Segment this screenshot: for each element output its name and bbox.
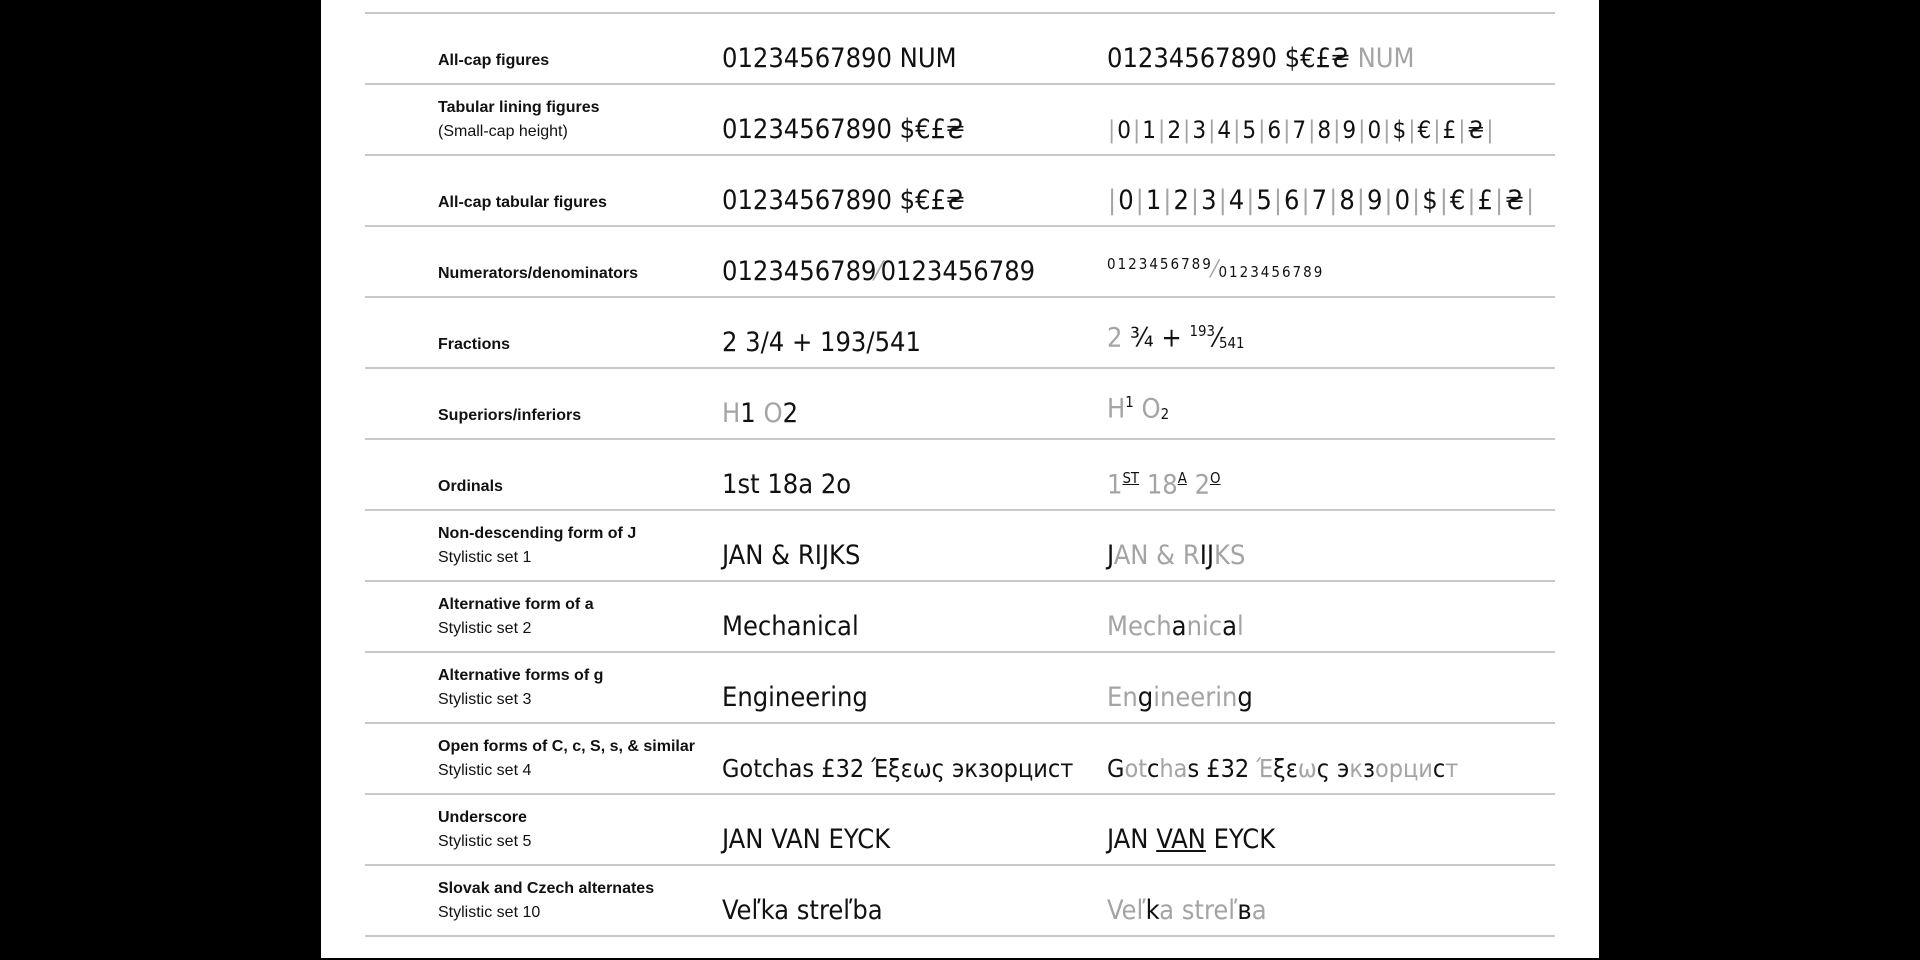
tabular-glyph: 6: [1284, 185, 1301, 216]
feature-text: [1107, 43, 1414, 75]
tabular-glyph: 7: [1292, 116, 1308, 144]
alternate-glyphs: g: [1237, 682, 1253, 713]
fraction-slash: ⁄: [1212, 255, 1219, 283]
default-glyphs: ha: [1159, 754, 1188, 783]
feature-name: Fractions: [438, 336, 511, 353]
tabular-glyph: €: [1417, 116, 1433, 144]
fraction-slash: ⁄: [1214, 322, 1220, 354]
sample-denominator: 0123456789: [880, 256, 1036, 287]
ordinal-number: 2: [1194, 469, 1211, 500]
sample-1: 1: [740, 398, 756, 429]
tabular-glyph: 6: [1267, 116, 1283, 144]
default-glyphs: a streľ: [1159, 895, 1238, 926]
table-row: [365, 369, 1555, 440]
sample-text: 01234567890 NUM: [722, 43, 957, 74]
sample-text: Engineering: [722, 682, 868, 713]
feature-name: All-cap figures: [438, 52, 550, 69]
tab-separator: |: [1108, 116, 1117, 144]
tab-separator: |: [1525, 185, 1536, 216]
specimen-page: [321, 0, 1599, 958]
row-label: [438, 806, 531, 854]
tabular-glyph: 3: [1201, 185, 1218, 216]
alternate-glyphs: a: [1171, 611, 1187, 642]
sample-numerator: 0123456789: [722, 256, 877, 287]
default-glyphs: En: [1107, 682, 1138, 713]
feature-name: All-cap tabular figures: [438, 194, 607, 211]
feature-name: Alternative form of a: [438, 596, 594, 613]
feature-sublabel: Stylistic set 3: [438, 691, 532, 708]
default-glyphs: Mech: [1107, 611, 1172, 642]
feature-text: [1107, 315, 1245, 359]
tab-separator: |: [1467, 185, 1477, 216]
default-glyphs: ineerin: [1153, 682, 1238, 713]
feature-o: O: [1141, 393, 1161, 425]
tab-separator: |: [1183, 116, 1192, 144]
alternate-glyphs: s £32: [1187, 754, 1257, 783]
sample-text: [722, 256, 1035, 288]
tab-separator: |: [1163, 185, 1173, 216]
feature-h: H: [1107, 393, 1126, 425]
feature-figures: 01234567890 $€£₴: [1107, 43, 1350, 74]
tab-separator: |: [1308, 116, 1317, 144]
row-label: [438, 735, 695, 783]
tab-separator: |: [1133, 116, 1142, 144]
default-glyphs: Έ: [1256, 754, 1274, 783]
default-glyphs: KS: [1214, 540, 1246, 571]
tab-separator: |: [1158, 116, 1167, 144]
alternate-glyphs: ξε: [1273, 754, 1298, 783]
tab-separator: |: [1494, 185, 1505, 216]
feature-sublabel: Stylistic set 2: [438, 620, 532, 637]
tabular-glyph: €: [1449, 185, 1467, 216]
default-glyphs: a: [1251, 895, 1267, 926]
tabular-glyph: ₴: [1467, 116, 1486, 144]
alternate-glyphs: g: [1137, 682, 1154, 713]
table-row: [365, 795, 1555, 866]
tabular-glyph: 0: [1394, 185, 1412, 216]
denominator: 541: [1219, 334, 1245, 352]
tab-separator: |: [1233, 116, 1242, 144]
row-label: [438, 475, 503, 499]
feature-sublabel: Stylistic set 1: [438, 549, 532, 566]
feature-name: Tabular lining figures: [438, 99, 600, 116]
alternate-glyphs: J: [1107, 540, 1114, 571]
default-glyphs: ot: [1124, 754, 1148, 783]
tab-separator: |: [1383, 116, 1392, 144]
tab-separator: |: [1458, 116, 1467, 144]
tabular-glyph: 8: [1339, 185, 1356, 216]
ordinal-suffix: O: [1210, 468, 1221, 487]
row-label: [438, 333, 510, 357]
feature-sublabel: (Small-cap height): [438, 123, 568, 140]
tabular-glyph: 2: [1173, 185, 1190, 216]
default-glyphs: т: [1445, 754, 1459, 783]
tabular-glyph: £: [1477, 185, 1494, 216]
opentype-features-table: [365, 12, 1555, 937]
table-row: [365, 156, 1555, 227]
feature-sublabel: Stylistic set 5: [438, 833, 532, 850]
tabular-glyph: ₴: [1505, 185, 1525, 216]
tabular-glyph: 5: [1256, 185, 1273, 216]
tabular-glyph: 1: [1142, 116, 1158, 144]
tab-separator: |: [1135, 185, 1145, 216]
tabular-glyph: 2: [1167, 116, 1183, 144]
default-glyphs: nic: [1186, 611, 1223, 642]
tabular-glyph: 8: [1317, 116, 1333, 144]
sample-text: 01234567890 $€£₴: [722, 114, 965, 145]
default-glyphs: Veľ: [1107, 895, 1146, 926]
tab-separator: |: [1333, 116, 1342, 144]
tab-separator: |: [1301, 185, 1311, 216]
sample-text: JAN VAN EYCK: [722, 824, 891, 855]
table-row: [365, 298, 1555, 369]
tabular-glyph: 5: [1242, 116, 1258, 144]
tabular-glyph: $: [1422, 185, 1439, 216]
tab-separator: |: [1433, 116, 1442, 144]
tabular-glyph: 0: [1118, 185, 1135, 216]
default-glyphs: ω: [1297, 754, 1317, 783]
whole-number: 2: [1107, 322, 1123, 354]
alternate-glyphs: IJ: [1199, 540, 1215, 571]
row-label: [438, 191, 607, 215]
tabular-glyph: 0: [1367, 116, 1383, 144]
alternate-glyphs: ς э: [1316, 754, 1350, 783]
tab-separator: |: [1273, 185, 1284, 216]
sample-text: 1st 18a 2o: [722, 469, 852, 500]
table-row: [365, 866, 1555, 937]
tab-separator: |: [1258, 116, 1267, 144]
feature-name: Slovak and Czech alternates: [438, 880, 655, 897]
table-row: [365, 85, 1555, 156]
feature-text: [1107, 462, 1221, 501]
row-label: [438, 522, 636, 570]
tab-separator: |: [1190, 185, 1201, 216]
tab-separator: |: [1246, 185, 1256, 216]
feature-name: Numerators/denominators: [438, 265, 639, 282]
feature-part: JAN: [1107, 824, 1157, 855]
tabular-glyph: 7: [1311, 185, 1329, 216]
tabular-glyph: $: [1392, 116, 1408, 144]
feature-text: [1107, 611, 1244, 643]
alternate-glyphs: в: [1237, 895, 1252, 926]
table-row: [365, 14, 1555, 85]
default-glyphs: l: [1236, 611, 1244, 642]
ordinal-suffix: A: [1177, 468, 1187, 487]
sample-h: H: [722, 398, 741, 429]
default-glyphs: орци: [1374, 754, 1433, 783]
row-label: [438, 593, 594, 641]
inferior: 2: [1160, 405, 1170, 423]
tab-separator: |: [1408, 116, 1417, 144]
ordinal-number: 18: [1146, 469, 1178, 500]
numerator: 193: [1189, 322, 1215, 341]
tabular-glyph: 3: [1192, 116, 1208, 144]
sample-text: 01234567890 $€£₴: [722, 185, 965, 216]
feature-num: NUM: [1357, 43, 1415, 74]
feature-name: Ordinals: [438, 478, 503, 495]
table-row: [365, 440, 1555, 511]
feature-part: EYCK: [1205, 824, 1276, 855]
tabular-glyph: 1: [1145, 185, 1163, 216]
table-row: [365, 511, 1555, 582]
alternate-glyphs: з: [1362, 754, 1375, 783]
tabular-glyph: 4: [1217, 116, 1233, 144]
denominator: 0123456789: [1218, 263, 1325, 281]
feature-text: [1107, 753, 1458, 785]
tabular-glyph: 9: [1342, 116, 1358, 144]
feature-text: [1107, 824, 1275, 856]
feature-name: Underscore: [438, 809, 527, 826]
tab-separator: |: [1486, 116, 1495, 144]
fraction-glyph: ¾ +: [1130, 322, 1190, 354]
feature-sublabel: Stylistic set 10: [438, 904, 541, 921]
tabular-glyph: £: [1442, 116, 1458, 144]
alternate-glyphs: G: [1107, 754, 1125, 783]
tab-separator: |: [1218, 185, 1228, 216]
feature-name: Superiors/inferiors: [438, 407, 582, 424]
row-label: [438, 262, 638, 286]
alternate-glyphs: c: [1147, 754, 1160, 783]
default-glyphs: к: [1349, 754, 1363, 783]
alternate-glyphs: a: [1222, 611, 1237, 642]
feature-name: Open forms of C, c, S, s, & similar: [438, 738, 695, 755]
tab-separator: |: [1439, 185, 1449, 216]
alternate-glyphs: k: [1145, 895, 1160, 926]
feature-text: [1107, 185, 1536, 217]
feature-text: [1107, 682, 1253, 714]
numerator: 0123456789: [1107, 255, 1213, 273]
feature-name: Non-descending form of J: [438, 525, 637, 542]
feature-name: Alternative forms of g: [438, 667, 604, 684]
tabular-glyph: 0: [1117, 116, 1133, 144]
tab-separator: |: [1356, 185, 1366, 216]
row-label: [438, 877, 654, 925]
ordinal-number: 1: [1107, 469, 1123, 500]
feature-text: [1107, 540, 1245, 572]
feature-text: [1107, 386, 1169, 430]
underscored-word: VAN: [1156, 824, 1206, 855]
row-label: [438, 96, 600, 144]
table-row: [365, 582, 1555, 653]
tab-separator: |: [1108, 185, 1118, 216]
tab-separator: |: [1384, 185, 1394, 216]
sample-text: Veľka streľba: [722, 895, 883, 926]
sample-text: JAN & RIJKS: [722, 540, 861, 571]
sample-text: 2 3/4 + 193/541: [722, 327, 921, 358]
tab-separator: |: [1283, 116, 1292, 144]
table-row: [365, 227, 1555, 298]
sample-2: 2: [782, 398, 799, 429]
feature-sublabel: Stylistic set 4: [438, 762, 532, 779]
row-label: [438, 49, 549, 73]
sample-text: [722, 398, 798, 430]
tab-separator: |: [1329, 185, 1339, 216]
sample-o: O: [763, 398, 783, 429]
fraction-slash: ⁄: [876, 256, 881, 287]
feature-text: [1107, 114, 1496, 146]
table-row: [365, 724, 1555, 795]
feature-text: [1107, 248, 1324, 288]
alternate-glyphs: с: [1432, 754, 1446, 783]
tab-separator: |: [1208, 116, 1217, 144]
default-glyphs: AN & R: [1113, 540, 1200, 571]
superior: 1: [1125, 393, 1134, 412]
table-row: [365, 653, 1555, 724]
feature-text: [1107, 895, 1267, 927]
tabular-glyph: 4: [1228, 185, 1246, 216]
row-label: [438, 404, 581, 428]
tabular-glyph: 9: [1366, 185, 1384, 216]
tab-separator: |: [1358, 116, 1367, 144]
sample-text: Gotchas £32 Έξεως экзорцист: [722, 754, 1074, 783]
tab-separator: |: [1412, 185, 1422, 216]
sample-text: Mechanical: [722, 611, 859, 642]
ordinal-suffix: ST: [1122, 468, 1140, 487]
row-label: [438, 664, 603, 712]
